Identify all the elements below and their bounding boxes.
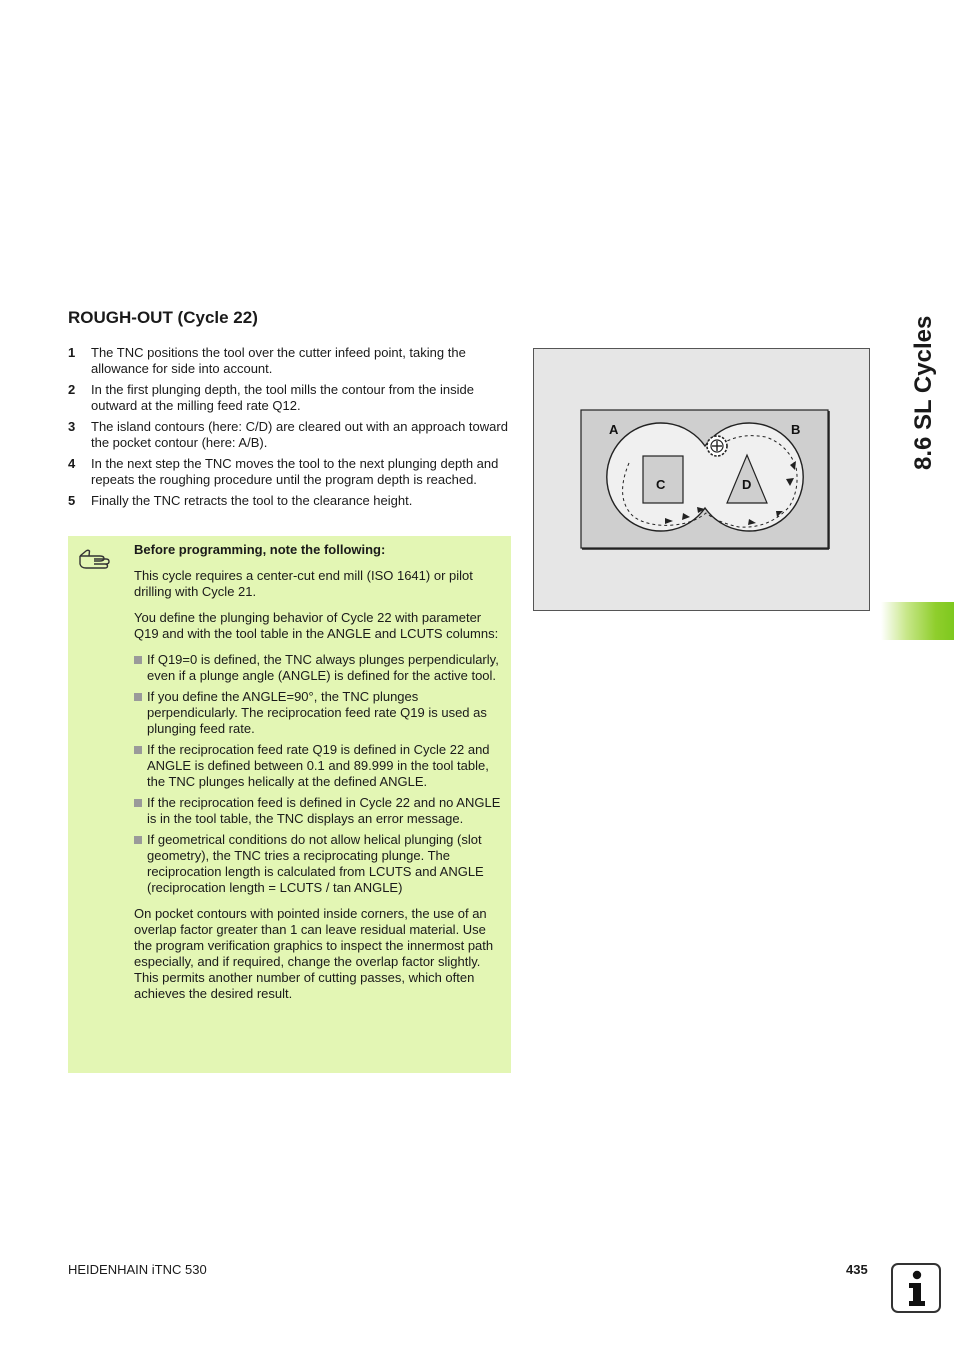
- step-number: 1: [68, 345, 76, 360]
- note-box: [68, 536, 511, 1073]
- pocket-diagram: [533, 348, 870, 611]
- note-paragraph: This cycle requires a center-cut end mill (ISO 1641) or pilot drilling with Cycle 21.: [134, 568, 473, 599]
- step-item: [68, 456, 511, 488]
- pocket-diagram-svg: [534, 349, 871, 612]
- bullet-item: [134, 652, 504, 684]
- bullet-item: [134, 742, 504, 790]
- bullet-square-icon: [134, 693, 142, 701]
- step-item: [68, 382, 511, 414]
- bullet-text: If the reciprocation feed is defined in Cycle 22 and no ANGLE is in the tool table, the TNC displays an error message.: [147, 795, 501, 826]
- page-number: 435: [846, 1262, 868, 1277]
- step-number: 4: [68, 456, 76, 471]
- section-title: ROUGH-OUT (Cycle 22): [68, 308, 258, 327]
- bullet-text: If the reciprocation feed rate Q19 is defined in Cycle 22 and ANGLE is defined between 0.1 and 89.999 in the tool table, the TNC plunges helically at the defined ANGLE.: [147, 742, 490, 789]
- bullet-text: If geometrical conditions do not allow helical plunging (slot geometry), the TNC tries a reciprocating plunge. The reciprocation length is calculated from LCUTS and ANGLE (reciprocation length = LCUTS / tan ANGLE): [147, 832, 484, 895]
- step-text: In the first plunging depth, the tool mills the contour from the inside outward at the milling feed rate Q12.: [91, 382, 474, 413]
- bullet-text: If you define the ANGLE=90°, the TNC plunges perpendicularly. The reciprocation feed rate Q19 is used as plunging feed rate.: [147, 689, 487, 736]
- note-bullet-list: [134, 652, 504, 896]
- chapter-tab-marker: [881, 602, 954, 640]
- bullet-square-icon: [134, 656, 142, 664]
- step-item: [68, 345, 511, 377]
- step-text: In the next step the TNC moves the tool to the next plunging depth and repeats the roughing procedure until the program depth is reached.: [91, 456, 499, 487]
- milling-tool-icon: [707, 436, 727, 456]
- label-c: C: [656, 477, 666, 492]
- bullet-item: [134, 795, 504, 827]
- bullet-item: [134, 832, 504, 896]
- bullet-text: If Q19=0 is defined, the TNC always plunges perpendicularly, even if a plunge angle (ANGLE) is defined for the active tool.: [147, 652, 499, 683]
- note-title: Before programming, note the following:: [134, 542, 386, 557]
- step-item: [68, 419, 511, 451]
- bullet-square-icon: [134, 836, 142, 844]
- bullet-square-icon: [134, 799, 142, 807]
- step-list: [68, 345, 511, 514]
- chapter-side-title: 8.6 SL Cycles: [910, 315, 937, 470]
- step-text: The TNC positions the tool over the cutter infeed point, taking the allowance for side into account.: [91, 345, 466, 376]
- info-glyph: [893, 1265, 939, 1311]
- note-body: [134, 542, 504, 1012]
- step-text: Finally the TNC retracts the tool to the clearance height.: [91, 493, 413, 508]
- label-a: A: [609, 422, 619, 437]
- footer-product: HEIDENHAIN iTNC 530: [68, 1262, 207, 1277]
- step-item: [68, 493, 511, 509]
- step-text: The island contours (here: C/D) are cleared out with an approach toward the pocket contour (here: A/B).: [91, 419, 508, 450]
- bullet-item: [134, 689, 504, 737]
- note-paragraph: On pocket contours with pointed inside corners, the use of an overlap factor greater than 1 can leave residual material. Use the program verification graphics to inspect the innermost path especially, and if required, change the overlap factor slightly. This permits another number of cutting passes, which often achieves the desired result.: [134, 906, 494, 1001]
- note-paragraph: You define the plunging behavior of Cycle 22 with parameter Q19 and with the tool table in the ANGLE and LCUTS columns:: [134, 610, 499, 641]
- label-b: B: [791, 422, 801, 437]
- step-number: 2: [68, 382, 76, 397]
- step-number: 3: [68, 419, 76, 434]
- info-icon[interactable]: [891, 1263, 941, 1313]
- label-d: D: [742, 477, 752, 492]
- step-number: 5: [68, 493, 76, 508]
- pointing-hand-icon: [78, 548, 112, 570]
- bullet-square-icon: [134, 746, 142, 754]
